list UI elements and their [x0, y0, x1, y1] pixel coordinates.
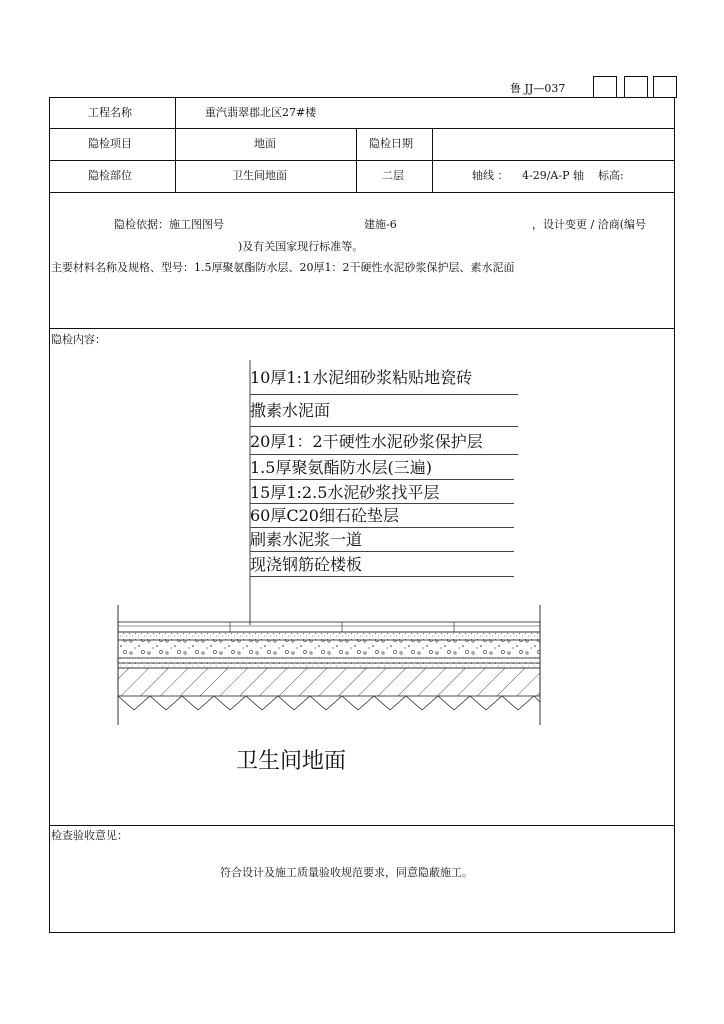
- item-label: 隐检项目: [88, 137, 132, 150]
- basis-label: 隐检依据：施工图图号: [114, 218, 224, 231]
- materials-text: 主要材料名称及规格、型号：1.5厚聚氨酯防水层、20厚1：2干硬性水泥砂浆保护层、素水泥面: [51, 261, 515, 274]
- sign-box-1: [593, 76, 617, 98]
- date-label: 隐检日期: [369, 137, 413, 150]
- layer-tile: 10厚1:1水泥细砂浆粘贴地瓷砖: [250, 368, 473, 387]
- layer-leveling: 15厚1:2.5水泥砂浆找平层: [250, 483, 440, 502]
- layer-cushion: 60厚C20细石砼垫层: [250, 506, 399, 525]
- layer-cement-slurry: 刷素水泥浆一道: [250, 530, 363, 549]
- project-label: 工程名称: [88, 106, 132, 119]
- layer-waterproof: 1.5厚聚氨酯防水层(三遍): [250, 458, 432, 477]
- col-divider: [175, 97, 176, 192]
- row-divider: [49, 825, 675, 826]
- standards-text: )及有关国家现行标准等。: [238, 240, 364, 253]
- location-label: 隐检部位: [88, 169, 132, 182]
- col-divider: [356, 128, 357, 192]
- sign-box-2: [624, 76, 648, 98]
- axis-value: 4-29/A-P 轴: [522, 169, 584, 182]
- location-value: 卫生间地面: [232, 169, 287, 182]
- content-label: 隐检内容：: [51, 333, 106, 346]
- layer-protection: 20厚1：2干硬性水泥砂浆保护层: [250, 432, 483, 451]
- layer-slab: 现浇钢筋砼楼板: [250, 555, 363, 574]
- form-code: 鲁 JJ—037: [510, 82, 566, 95]
- col-divider: [432, 128, 433, 192]
- project-value: 重汽翡翠郡北区27#楼: [205, 106, 317, 119]
- row-divider: [49, 160, 675, 161]
- row-divider: [49, 192, 675, 193]
- sign-box-3: [653, 76, 677, 98]
- row-divider: [49, 328, 675, 329]
- opinion-label: 检查验收意见：: [51, 829, 128, 842]
- floor-section-drawing: [110, 350, 550, 730]
- drawing-number: 建施-6: [364, 218, 397, 231]
- design-change: ，设计变更 / 洽商(编号: [532, 218, 646, 231]
- opinion-text: 符合设计及施工质量验收规范要求，同意隐蔽施工。: [220, 866, 473, 879]
- elevation-label: 标高:: [598, 169, 624, 182]
- drawing-caption: 卫生间地面: [236, 749, 347, 774]
- row-divider: [49, 128, 675, 129]
- axis-label: 轴线 ：: [472, 169, 509, 182]
- floor-value: 二层: [382, 169, 404, 182]
- layer-cement-powder: 撒素水泥面: [250, 401, 331, 420]
- item-value: 地面: [254, 137, 276, 150]
